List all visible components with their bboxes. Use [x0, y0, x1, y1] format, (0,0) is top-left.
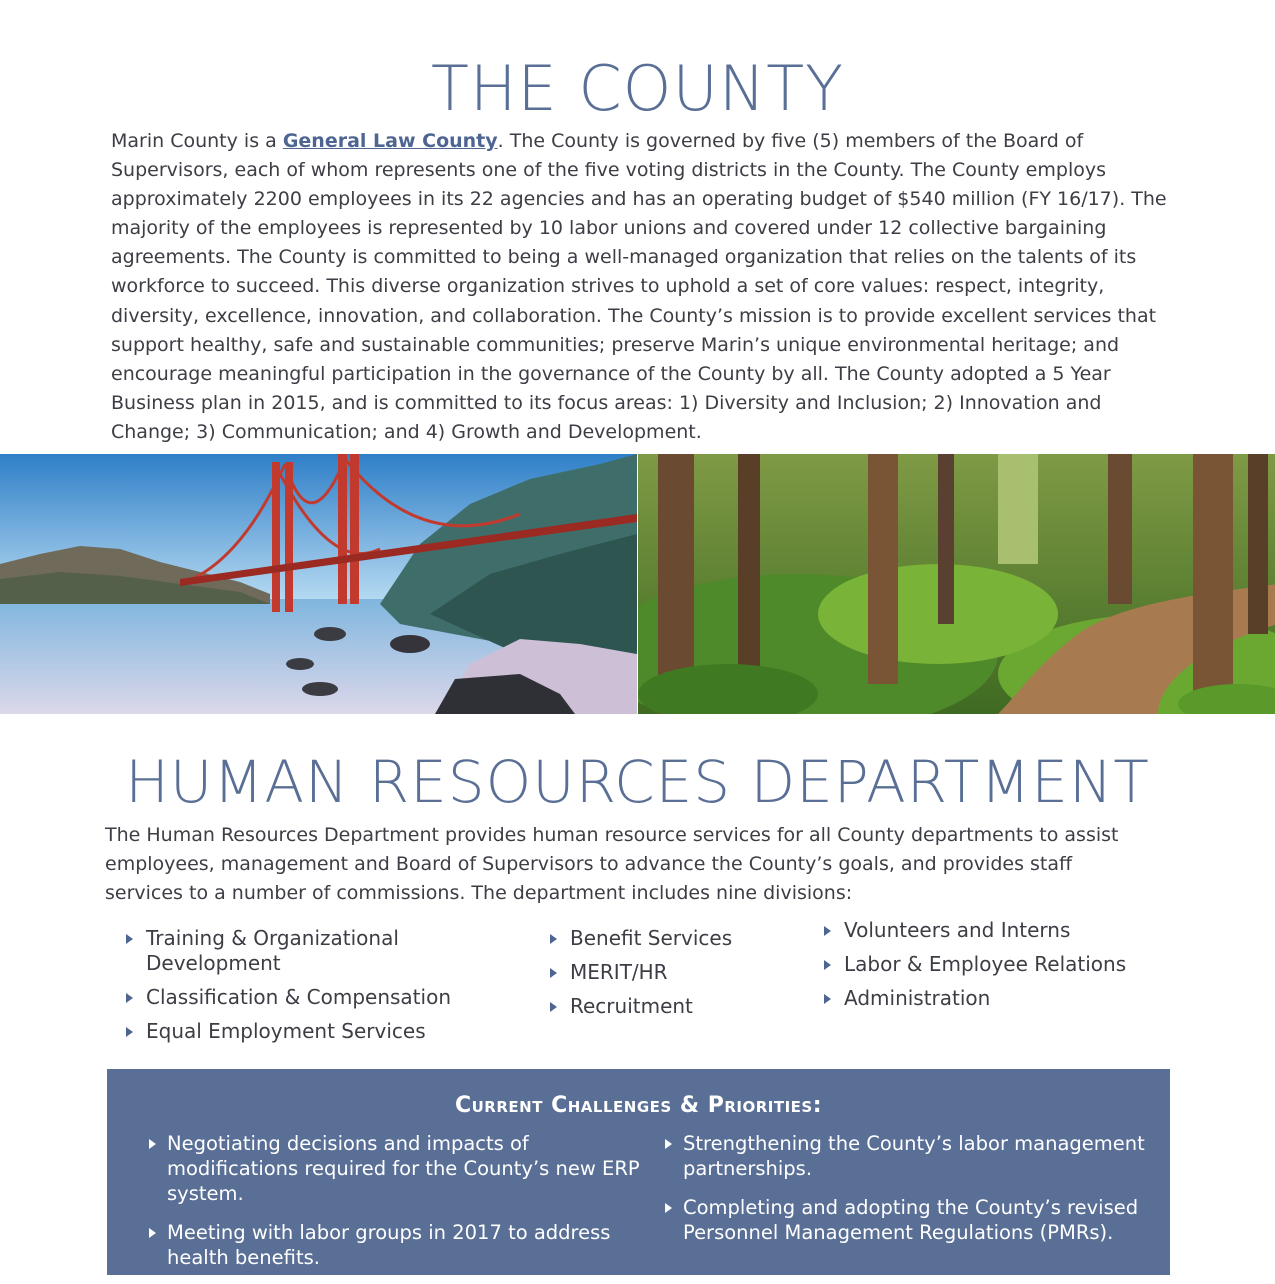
golden-gate-bridge-photo: [0, 454, 637, 714]
challenges-list-col1: [149, 1131, 649, 1284]
challenges-list-col2: [665, 1131, 1145, 1259]
challenge-item: Meeting with labor groups in 2017 to address health benefits.: [149, 1220, 649, 1270]
hr-department-title: HUMAN RESOURCES DEPARTMENT: [125, 748, 1150, 816]
challenges-priorities-box: [107, 1069, 1170, 1275]
division-item: Equal Employment Services: [122, 1019, 502, 1044]
division-item: Recruitment: [546, 994, 806, 1019]
county-intro-start: Marin County is a: [111, 130, 283, 152]
division-item: Training & Organizational Development: [122, 926, 502, 976]
hr-description: The Human Resources Department provides human resource services for all County departments to assist employees, management and Board of Supervisors to advance the County’s goals, and provides staff services to a number of commissions. The department includes nine divisions:: [105, 824, 1119, 905]
challenge-item: Completing and adopting the County’s revised Personnel Management Regulations (PMRs).: [665, 1195, 1145, 1245]
county-intro-rest: . The County is governed by five (5) members of the Board of Supervisors, each of whom represents one of the five voting districts in the County. The County employs approximately 2200 employees in its 22 agencies and has an operating budget of $540 million (FY 16/17). The majority of the employees is represented by 10 labor unions and covered under 12 collective bargaining agreements. The County is committed to being a well-managed organization that relies on the talents of its workforce to succeed. This diverse organization strives to uphold a set of core values: respect, integrity, diversity, excellence, innovation, and collaboration. The County’s mission is to provide excellent services that support healthy, safe and sustainable communities; preserve Marin’s unique environmental heritage; and encourage meaningful participation in the governance of the County by all. The County adopted a 5 Year Business plan in 2015, and is committed to its focus areas: 1) Diversity and Inclusion; 2) Innovation and Change; 3) Communication; and 4) Growth and Development.: [111, 130, 1167, 443]
division-item: Labor & Employee Relations: [820, 952, 1140, 977]
divisions-list-col1: [122, 926, 502, 1053]
division-item: Administration: [820, 986, 1140, 1011]
county-title: THE COUNTY: [431, 52, 844, 125]
division-item: Classification & Compensation: [122, 985, 502, 1010]
division-item: Volunteers and Interns: [820, 918, 1140, 943]
county-description: [111, 127, 1171, 447]
forest-trail-photo: [638, 454, 1275, 714]
challenge-item: Negotiating decisions and impacts of modifications required for the County’s new ERP system.: [149, 1131, 649, 1206]
challenge-item: Strengthening the County’s labor management partnerships.: [665, 1131, 1145, 1181]
general-law-county-link[interactable]: General Law County: [282, 130, 498, 152]
challenges-title: Current Challenges & Priorities:: [454, 1093, 822, 1118]
divisions-list-col3: [820, 918, 1140, 1020]
division-item: Benefit Services: [546, 926, 806, 951]
divisions-list-col2: [546, 926, 806, 1028]
division-item: MERIT/HR: [546, 960, 806, 985]
